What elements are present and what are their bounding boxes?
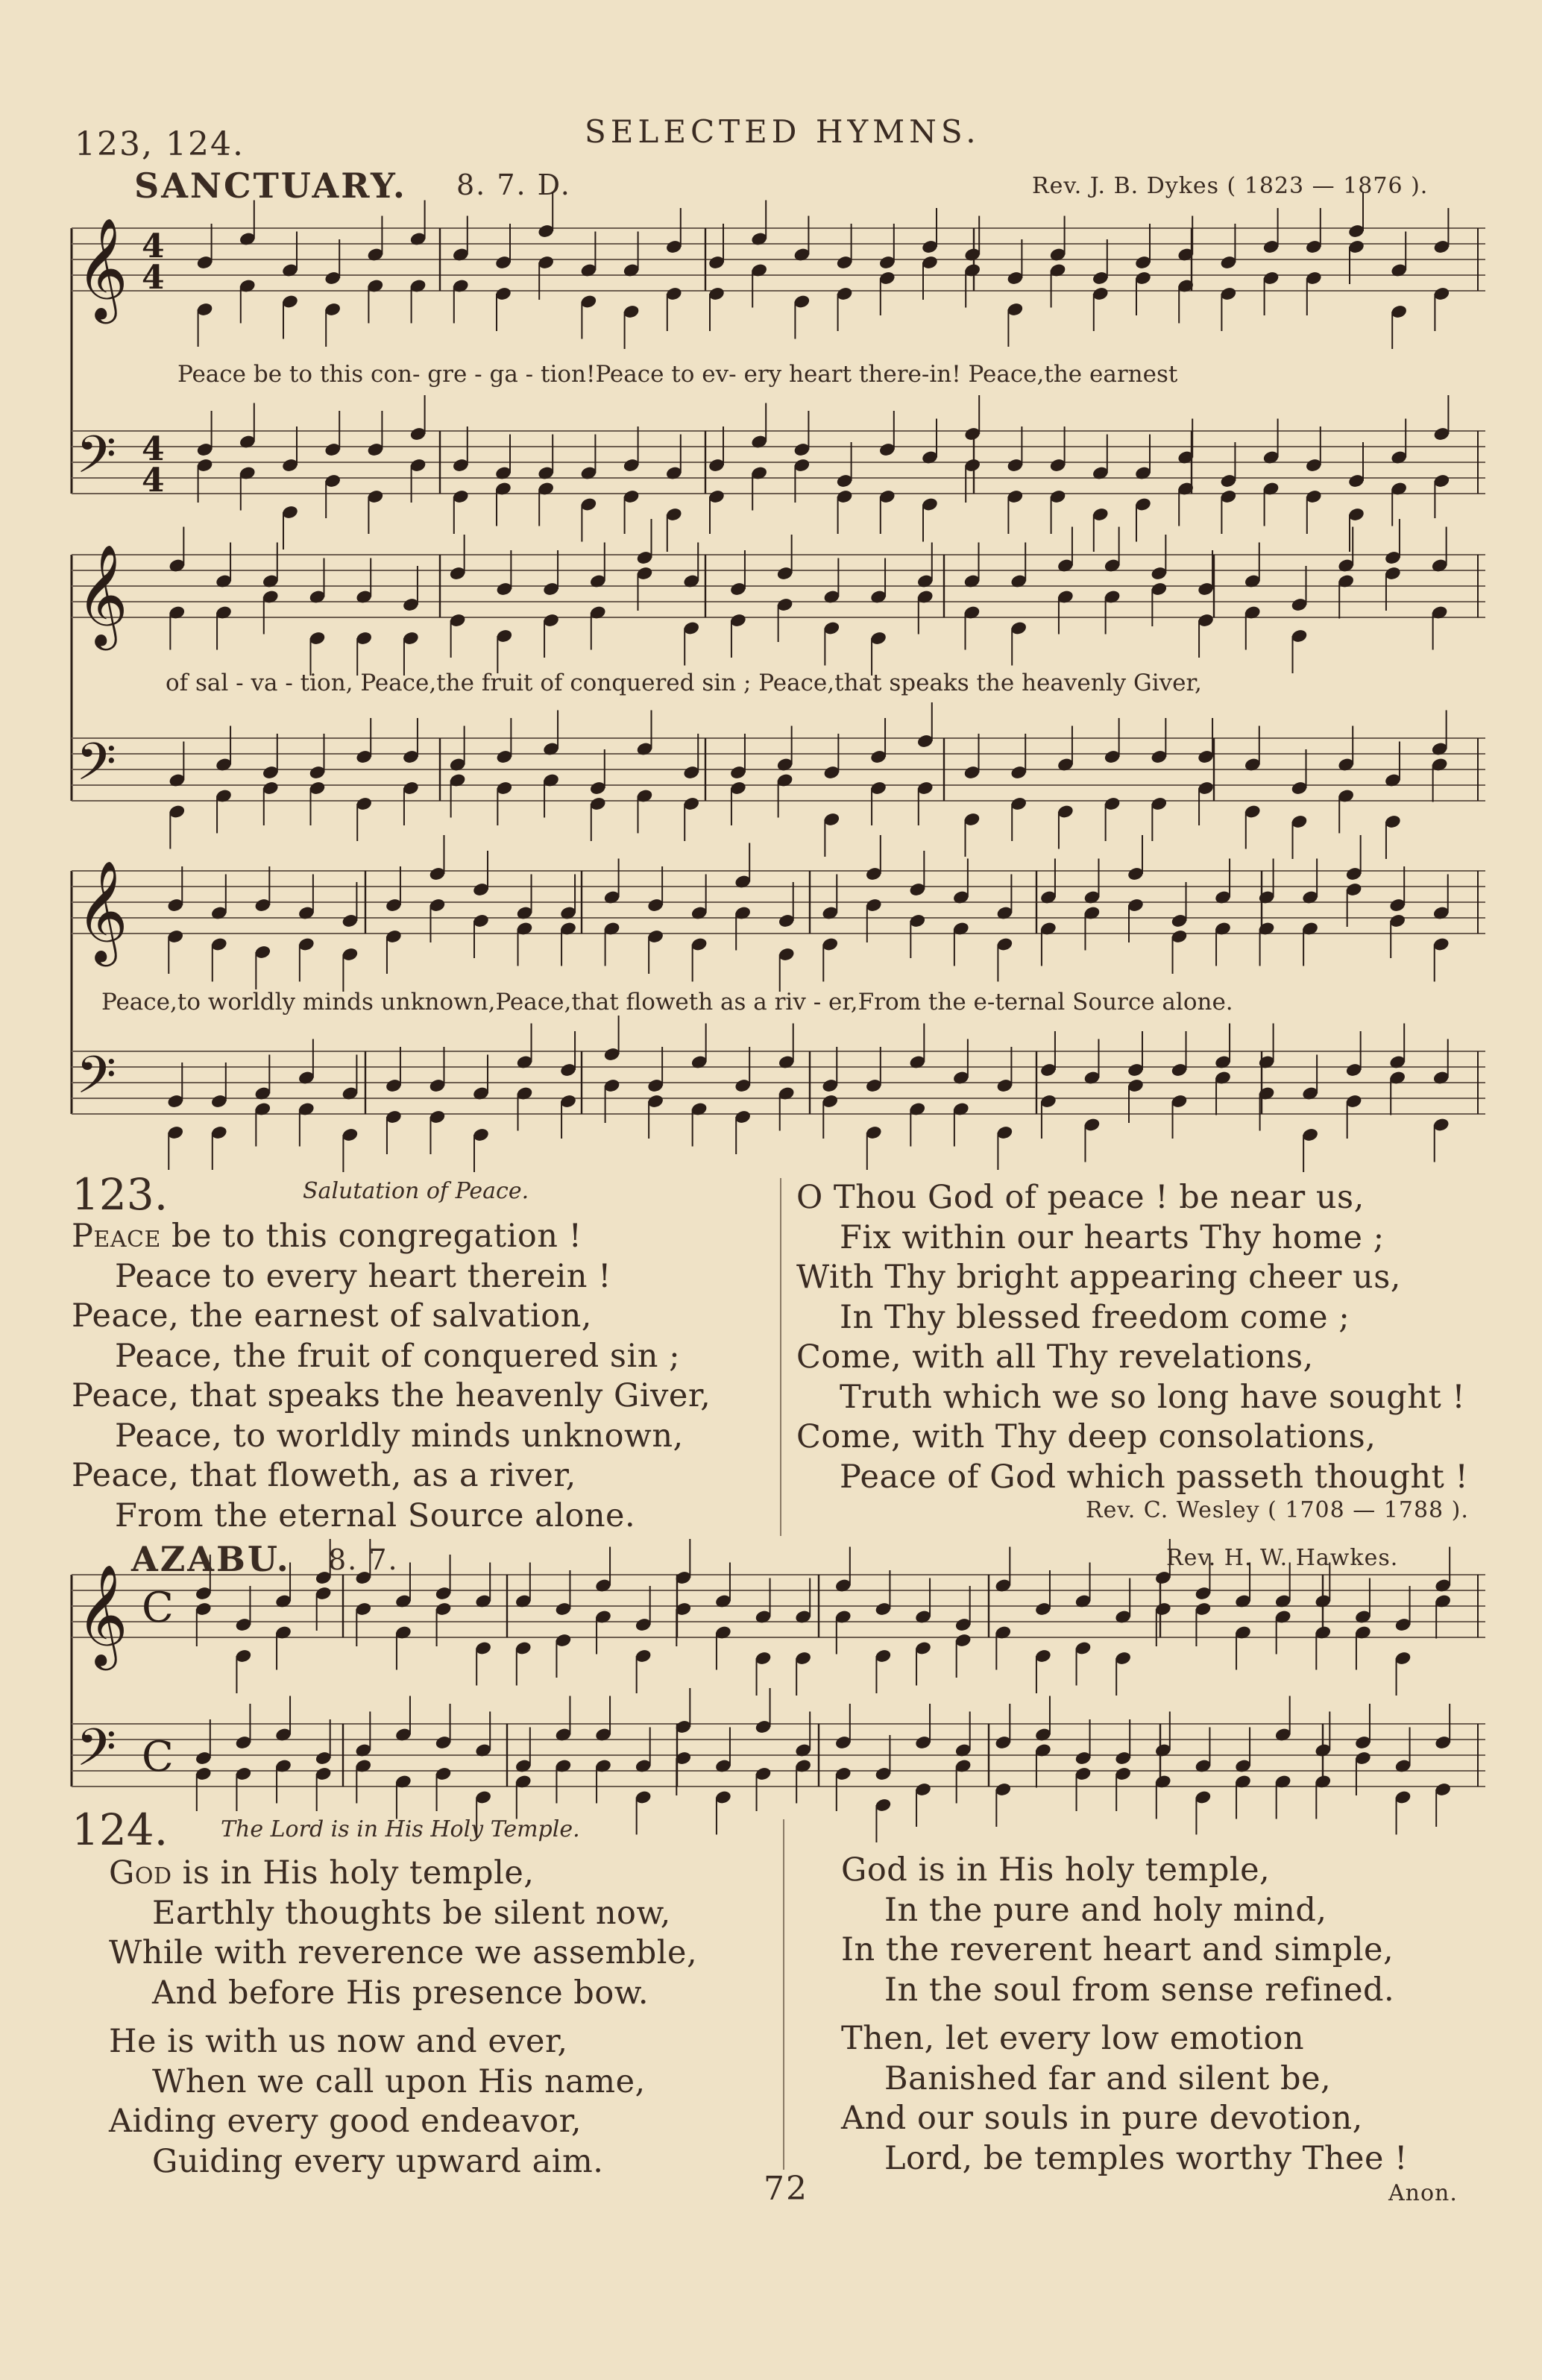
- verse-line: Peace, the fruit of conquered sin ;: [115, 1337, 681, 1375]
- bass-clef: 𝄢: [76, 731, 117, 805]
- hymn-number-123: 123.: [72, 1169, 169, 1220]
- first-line-rest: be to this congregation !: [160, 1218, 582, 1255]
- page-number-footer: 72: [764, 2170, 808, 2208]
- verse-line: Peace, that floweth, as a river,: [72, 1457, 576, 1494]
- bass-clef: 𝄢: [76, 1717, 117, 1790]
- hymn-subtitle-124: The Lord is in His Holy Temple.: [221, 1816, 580, 1842]
- hymn-123-stanza-1: [72, 1217, 711, 1536]
- page-numbers: 123, 124.: [75, 125, 245, 163]
- meter-azabu: 8. 7.: [328, 1543, 399, 1576]
- underlay-line-2: of sal - va - tion, Peace,the fruit of conquered sin ; Peace,that speaks the heavenly Giver,: [166, 670, 1202, 696]
- column-divider: [783, 1819, 784, 2170]
- treble-clef: 𝄞: [76, 543, 128, 646]
- verse-line: Fix within our hearts Thy home ;: [840, 1218, 1385, 1256]
- verse-line: When we call upon His name,: [152, 2062, 646, 2100]
- verse-line: Peace, to worldly minds unknown,: [115, 1417, 684, 1455]
- verse-line: And our souls in pure devotion,: [841, 2100, 1363, 2137]
- verse-line: In the soul from sense refined.: [884, 1971, 1395, 2009]
- tune-name-azabu: AZABU.: [131, 1539, 291, 1579]
- bass-clef: 𝄢: [76, 424, 117, 497]
- verse-line: In the pure and holy mind,: [884, 1891, 1327, 1929]
- column-divider: [780, 1178, 781, 1536]
- verse-line: Peace, the earnest of salvation,: [72, 1297, 592, 1335]
- verse-line: Then, let every low emotion: [841, 2020, 1305, 2057]
- first-word: God: [109, 1854, 172, 1892]
- hymn-124-stanza-1: [109, 1854, 697, 2013]
- verse-line: In the reverent heart and simple,: [841, 1931, 1394, 1968]
- verse-line: Lord, be temples worthy Thee !: [884, 2139, 1408, 2177]
- composer-azabu: Rev. H. W. Hawkes.: [1166, 1545, 1399, 1571]
- hymn-123-stanza-2: [796, 1178, 1468, 1497]
- verse-line: Peace of God which passeth thought !: [840, 1458, 1469, 1496]
- first-line-rest: is in His holy temple,: [171, 1854, 535, 1892]
- author-123: Rev. C. Wesley ( 1708 — 1788 ).: [1086, 1497, 1469, 1523]
- composer-sanctuary: Rev. J. B. Dykes ( 1823 — 1876 ).: [1032, 173, 1429, 199]
- verse-line: Earthly thoughts be silent now,: [152, 1894, 671, 1932]
- tune-name-sanctuary: SANCTUARY.: [134, 166, 407, 206]
- time-signature-upper: 4: [142, 430, 165, 468]
- verse-line: Guiding every upward aim.: [152, 2142, 604, 2180]
- time-signature-common: C: [142, 1733, 174, 1781]
- underlay-line-1: Peace be to this con- gre - ga - tion!Peace to ev- ery heart there-in! Peace,the earnest: [177, 361, 1178, 388]
- verse-line: Peace, that speaks the heavenly Giver,: [72, 1377, 711, 1414]
- treble-clef: 𝄞: [76, 216, 128, 319]
- time-signature-lower: 4: [142, 259, 165, 297]
- verse-line: With Thy bright appearing cheer us,: [796, 1259, 1401, 1296]
- verse-line: Come, with all Thy revelations,: [796, 1338, 1314, 1376]
- verse-line: Banished far and silent be,: [884, 2059, 1332, 2097]
- running-title: SELECTED HYMNS.: [585, 113, 981, 150]
- hymn-subtitle-123: Salutation of Peace.: [303, 1178, 529, 1204]
- verse-line: While with reverence we assemble,: [109, 1934, 698, 1971]
- verse-line: [72, 1217, 711, 1257]
- verse-line: Come, with Thy deep consolations,: [796, 1418, 1376, 1455]
- first-word: Peace: [72, 1218, 161, 1255]
- hymn-124-stanza-4: [841, 2019, 1408, 2179]
- verse-line: In Thy blessed freedom come ;: [840, 1298, 1350, 1336]
- verse-line: Truth which we so long have sought !: [840, 1378, 1466, 1416]
- time-signature-lower: 4: [142, 462, 165, 500]
- hymn-number-124: 124.: [72, 1804, 169, 1855]
- treble-clef: 𝄞: [76, 1563, 128, 1666]
- time-signature-upper: 4: [142, 227, 165, 265]
- verse-line: [109, 1854, 697, 1894]
- bass-clef: 𝄢: [76, 1045, 117, 1118]
- hymn-124-stanza-2: [109, 2022, 646, 2182]
- verse-line: He is with us now and ever,: [109, 2023, 568, 2060]
- underlay-line-3: Peace,to worldly minds unknown,Peace,that floweth as a riv - er,From the e-ternal Source alone.: [101, 989, 1233, 1016]
- verse-line: From the eternal Source alone.: [115, 1496, 636, 1534]
- author-124: Anon.: [1388, 2180, 1458, 2206]
- verse-line: Peace to every heart therein !: [115, 1257, 611, 1295]
- hymn-124-stanza-3: [841, 1851, 1394, 2010]
- treble-clef: 𝄞: [76, 859, 128, 962]
- verse-line: O Thou God of peace ! be near us,: [796, 1179, 1365, 1216]
- verse-line: Aiding every good endeavor,: [109, 2103, 582, 2140]
- verse-line: God is in His holy temple,: [841, 1851, 1271, 1889]
- verse-line: And before His presence bow.: [152, 1974, 649, 2012]
- time-signature-common: C: [142, 1584, 174, 1632]
- meter-sanctuary: 8. 7. D.: [456, 169, 571, 201]
